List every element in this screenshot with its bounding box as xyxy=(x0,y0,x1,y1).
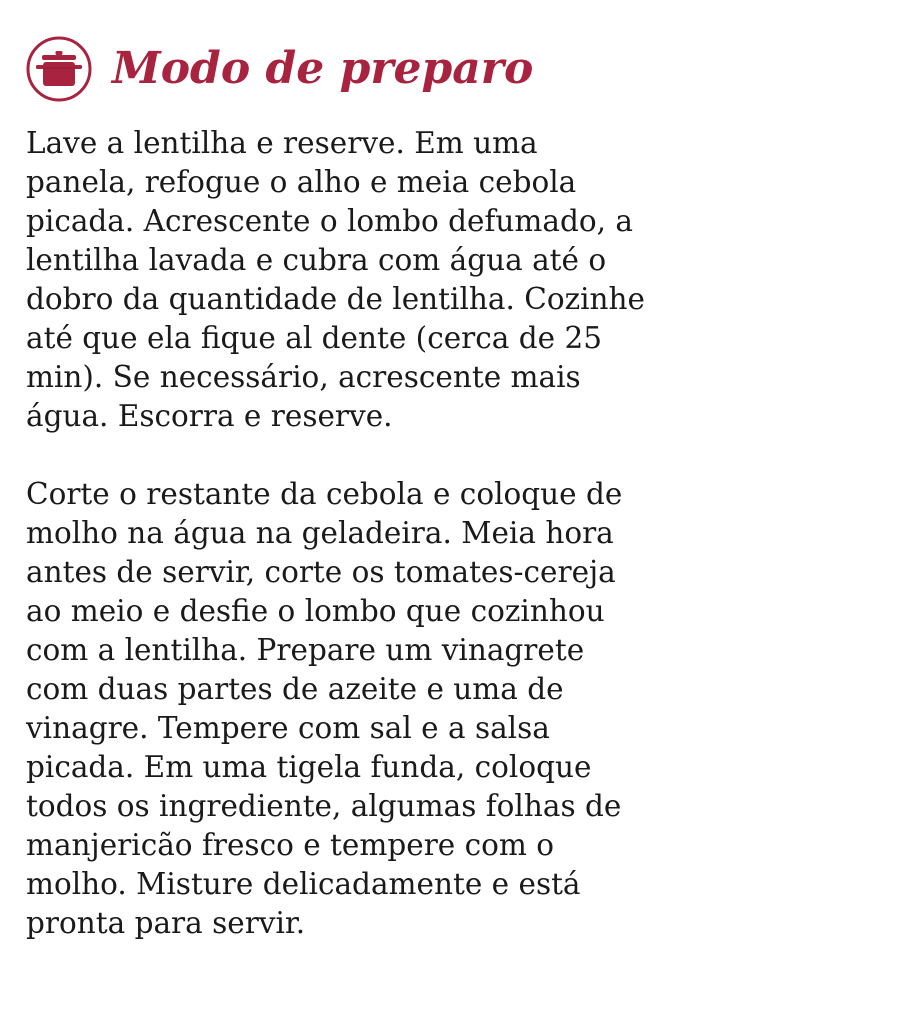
paragraph-2 xyxy=(26,475,666,943)
section-header xyxy=(26,36,533,102)
text-line: panela, refogue o alho e meia cebola xyxy=(26,165,577,199)
instructions-body xyxy=(26,124,666,943)
text-line: com a lentilha. Prepare um vinagrete xyxy=(26,633,585,667)
text-line: molho. Misture delicadamente e está xyxy=(26,867,581,901)
text-line: picada. Acrescente o lombo defumado, a xyxy=(26,204,633,238)
text-line: ao meio e desfie o lombo que cozinhou xyxy=(26,594,605,628)
text-line: manjericão fresco e tempere com o xyxy=(26,828,555,862)
text-line: com duas partes de azeite e uma de xyxy=(26,672,564,706)
text-line: picada. Em uma tigela funda, coloque xyxy=(26,750,592,784)
cooking-pot-icon xyxy=(26,36,92,102)
text-line: Lave a lentilha e reserve. Em uma xyxy=(26,126,538,160)
text-line: até que ela fique al dente (cerca de 25 xyxy=(26,321,603,355)
paragraph-1 xyxy=(26,124,666,436)
text-line: lentilha lavada e cubra com água até o xyxy=(26,243,607,277)
text-line: molho na água na geladeira. Meia hora xyxy=(26,516,614,550)
text-line: min). Se necessário, acrescente mais xyxy=(26,360,581,394)
page-title: Modo de preparo xyxy=(112,43,534,94)
text-line: dobro da quantidade de lentilha. Cozinhe xyxy=(26,282,646,316)
text-line: Corte o restante da cebola e coloque de xyxy=(26,477,623,511)
text-line: antes de servir, corte os tomates-cereja xyxy=(26,555,616,589)
text-line: água. Escorra e reserve. xyxy=(26,399,393,433)
text-line: vinagre. Tempere com sal e a salsa xyxy=(26,711,550,745)
text-line: todos os ingrediente, algumas folhas de xyxy=(26,789,622,823)
text-line: pronta para servir. xyxy=(26,906,306,940)
